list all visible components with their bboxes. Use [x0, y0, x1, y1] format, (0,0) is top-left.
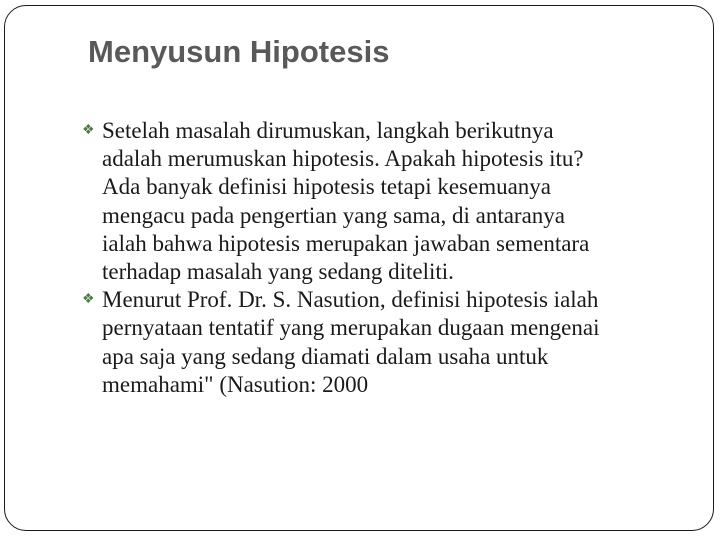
bullet-line: terhadap masalah yang sedang diteliti. — [102, 259, 454, 285]
bullet-line: mengacu pada pengertian yang sama, di antaranya — [102, 202, 565, 228]
bullet-line: ialah bahwa hipotesis merupakan jawaban sementara — [102, 230, 590, 256]
bullet-line: Setelah masalah dirumuskan, langkah berikutnya — [102, 118, 554, 143]
bullet-line: adalah merumuskan hipotesis. Apakah hipotesis itu? — [102, 146, 584, 172]
bullet-text — [102, 286, 684, 399]
bullet-line: Menurut Prof. Dr. S. Nasution, definisi hipotesis ialah — [102, 287, 599, 313]
slide-body — [84, 117, 684, 399]
bullet-item — [84, 286, 684, 399]
bullet-line: memahami" (Nasution: 2000 — [102, 371, 369, 397]
bullet-line: pernyataan tentatif yang merupakan dugaan mengenai — [102, 315, 600, 341]
bullet-line: apa saja yang sedang diamati dalam usaha untuk — [102, 343, 549, 369]
bullet-text — [102, 117, 684, 286]
bullet-line: Ada banyak definisi hipotesis tetapi kesemuanya — [102, 174, 552, 200]
leaf-bullet-icon: ❖ — [82, 292, 95, 308]
bullet-item — [84, 117, 684, 286]
leaf-bullet-icon: ❖ — [82, 123, 95, 138]
slide-title: Menyusun Hipotesis — [88, 34, 390, 69]
